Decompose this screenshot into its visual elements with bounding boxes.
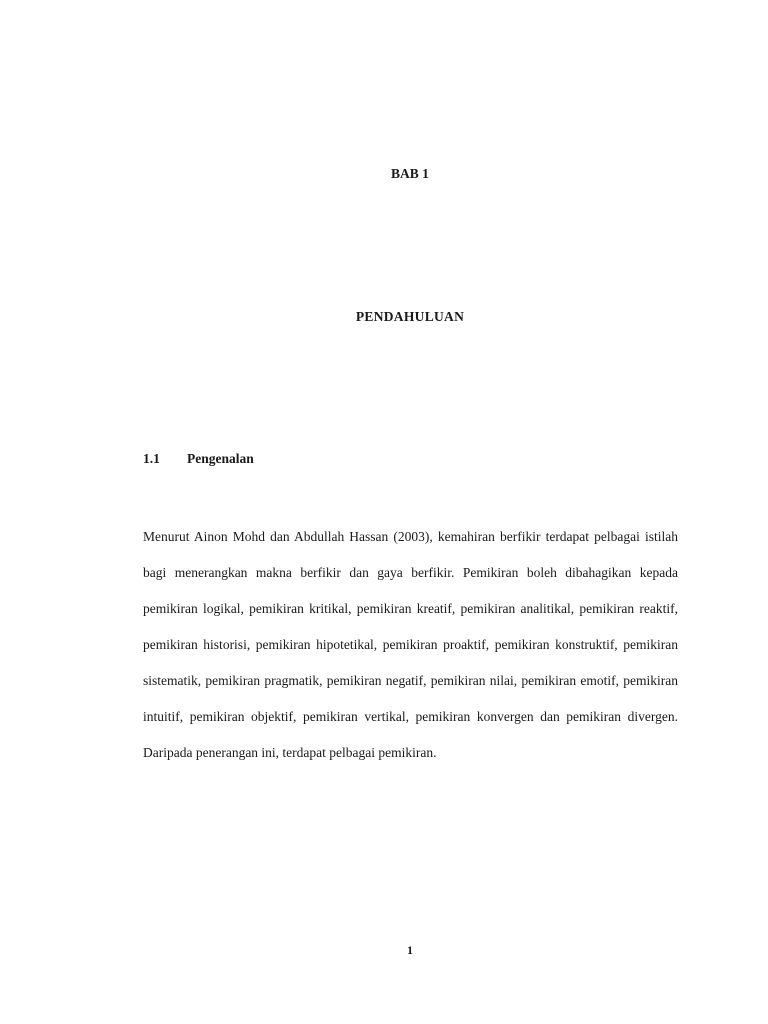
body-paragraph: Menurut Ainon Mohd dan Abdullah Hassan (2003), kemahiran berfikir terdapat pelbagai istilah bagi menerangkan makna berfikir dan gaya berfikir. Pemikiran boleh dibahagikan kepada pemikiran logikal, pemikiran kritikal, pemikiran kreatif, pemikiran analitikal, pemikiran reaktif, pemikiran historisi, pemikiran hipotetikal, pemikiran proaktif, pemikiran konstruktif, pemikiran sistematik, pemikiran pragmatik, pemikiran negatif, pemikiran nilai, pemikiran emotif, pemikiran intuitif, pemikiran objektif, pemikiran vertikal, pemikiran konvergen dan pemikiran divergen. Daripada penerangan ini, terdapat pelbagai pemikiran. <box>143 529 678 760</box>
chapter-number: BAB 1 <box>391 166 429 181</box>
section-heading <box>143 451 254 467</box>
page-number: 1 <box>407 943 413 957</box>
chapter-title: PENDAHULUAN <box>355 309 465 324</box>
section-number: 1.1 <box>143 451 160 466</box>
section-title: Pengenalan <box>187 451 254 466</box>
